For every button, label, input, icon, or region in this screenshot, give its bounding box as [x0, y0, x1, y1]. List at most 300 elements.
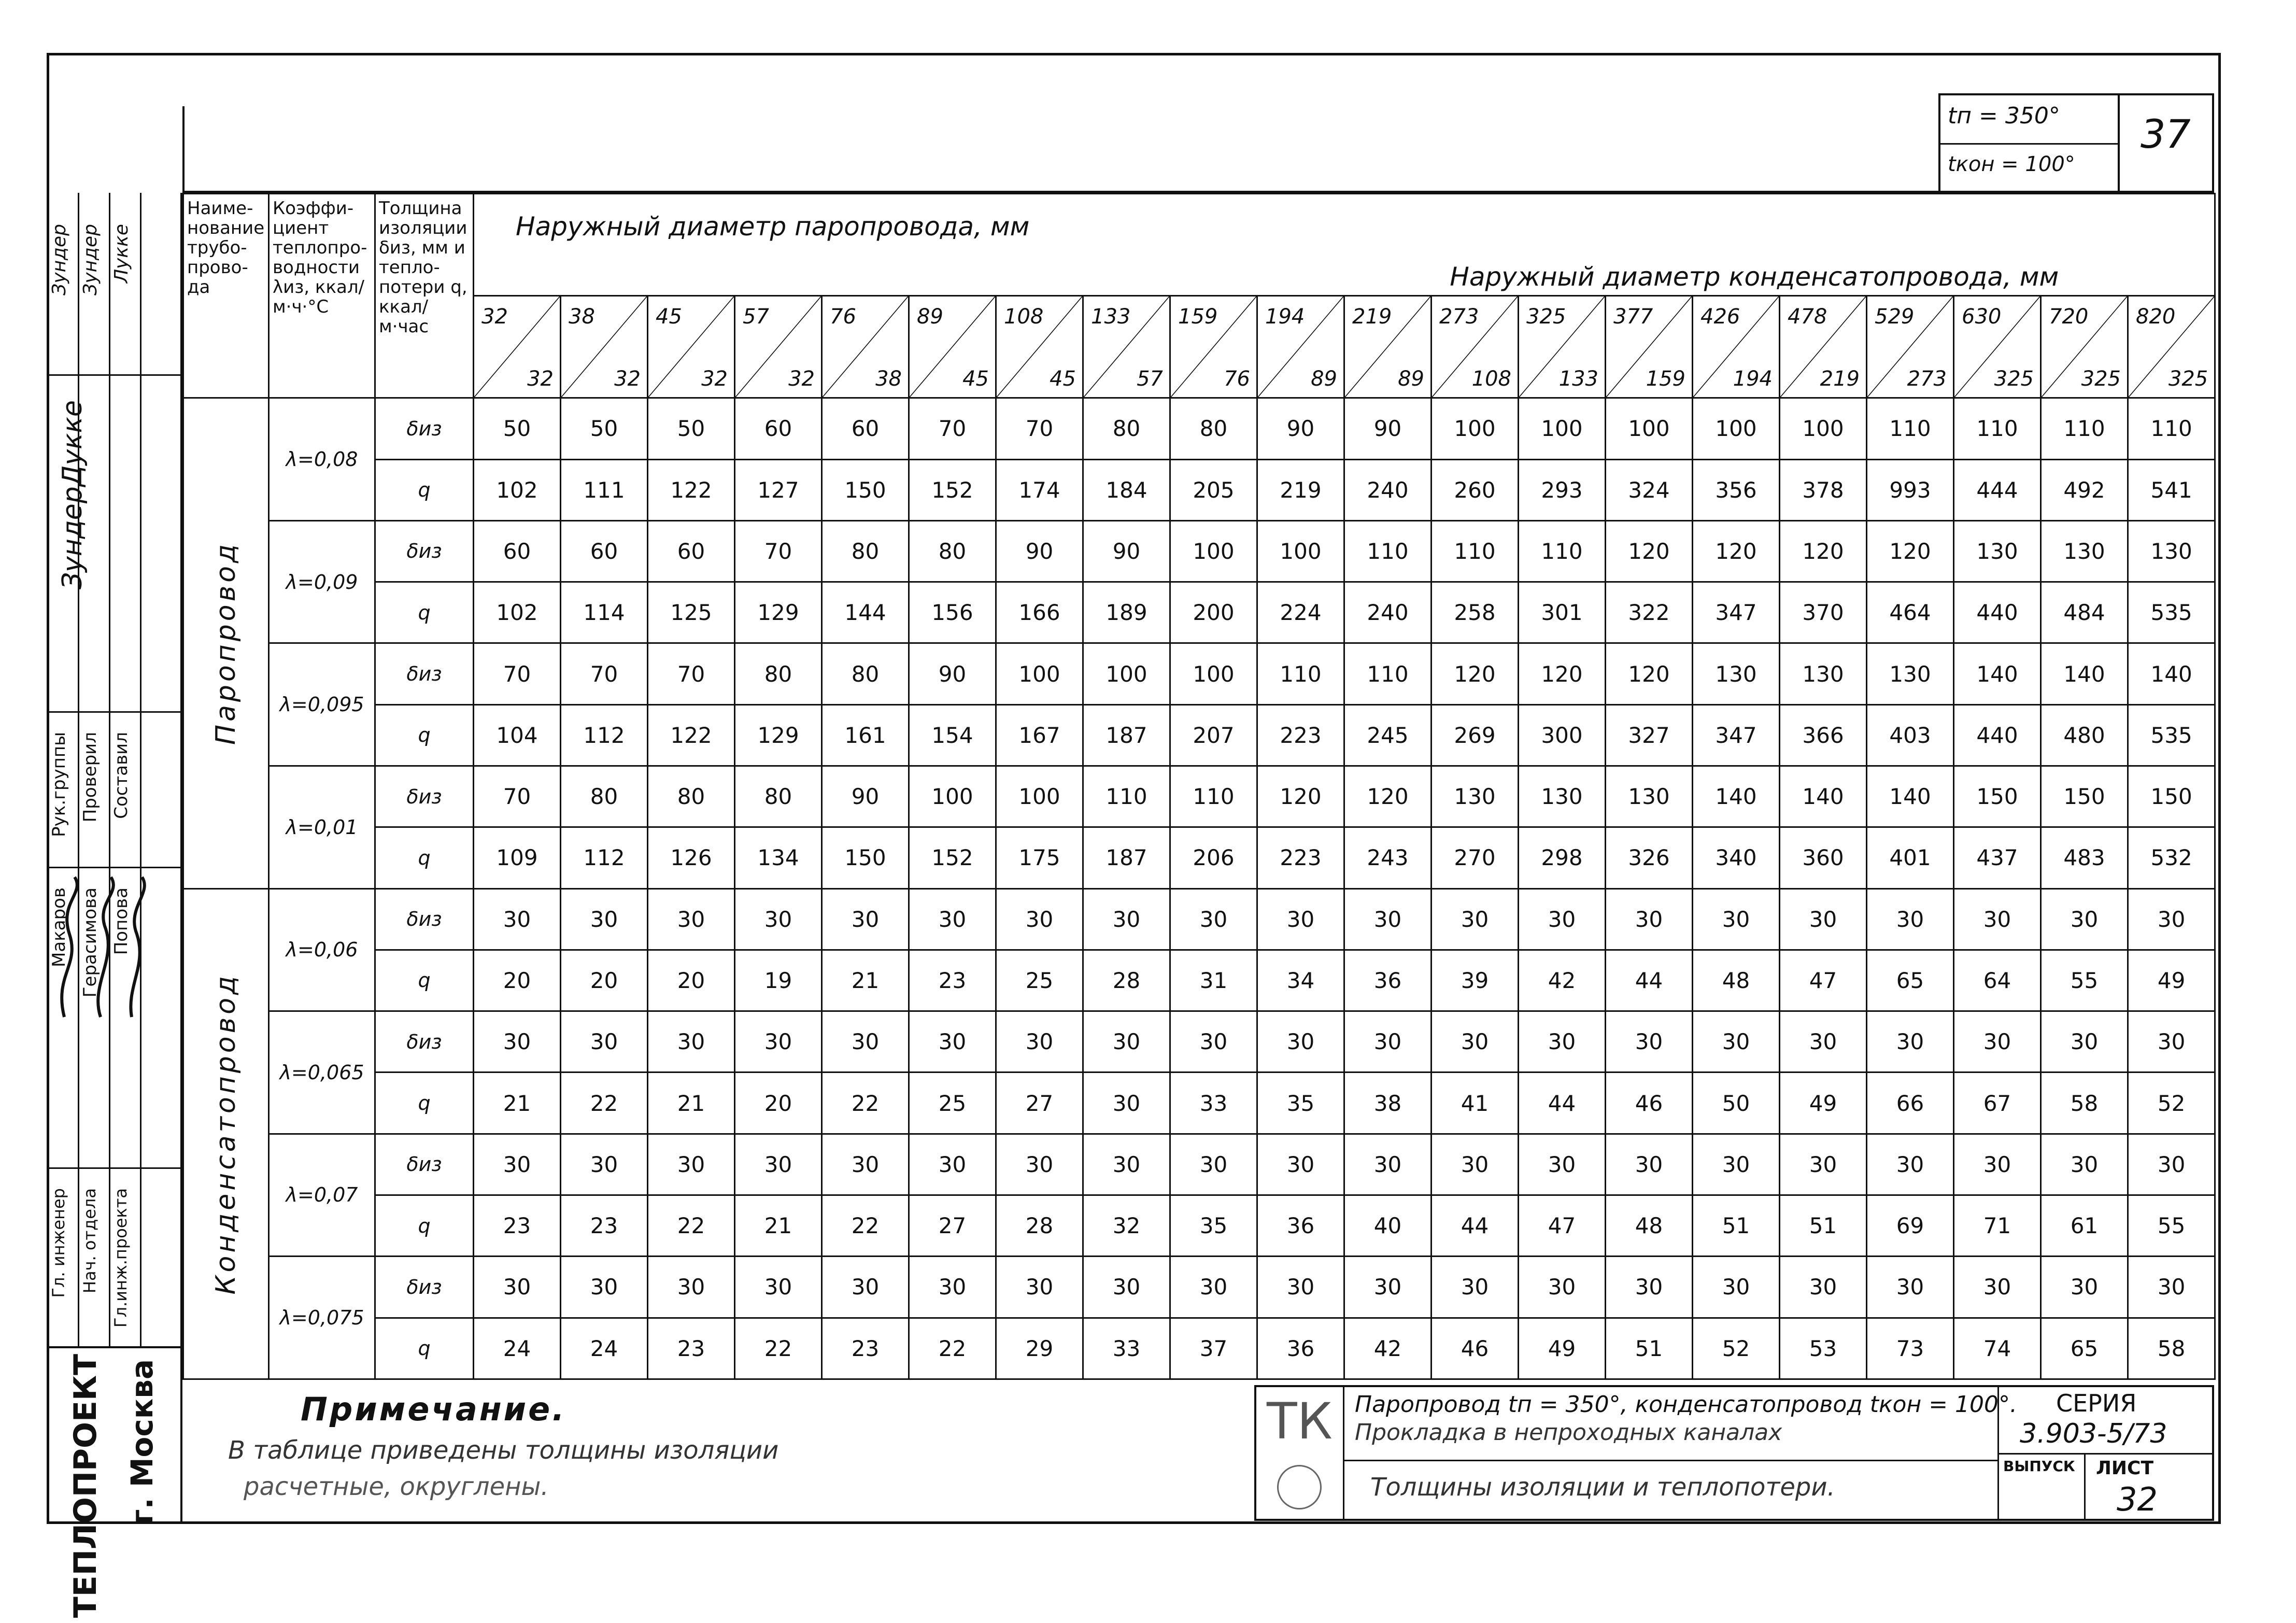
- heat-loss-value: 73: [1867, 1318, 1954, 1379]
- steam-diameter: 529: [1875, 305, 1915, 329]
- thickness-value: 30: [1432, 888, 1519, 950]
- heat-loss-value: 36: [1257, 1195, 1344, 1256]
- heat-loss-value: 243: [1344, 827, 1432, 888]
- steam-diameter: 45: [656, 305, 682, 329]
- heat-loss-value: 324: [1606, 459, 1693, 520]
- diameter-cell: [1519, 296, 1606, 398]
- thickness-value: 140: [1693, 766, 1780, 827]
- heat-loss-value: 49: [1519, 1318, 1606, 1379]
- thickness-value: 30: [1780, 1134, 1867, 1195]
- condensate-diameter: 45: [1050, 367, 1076, 391]
- thickness-value: 30: [1083, 1134, 1170, 1195]
- steam-diameter: 273: [1439, 305, 1479, 329]
- thickness-value: 100: [1083, 643, 1170, 704]
- heat-loss-value: 189: [1083, 582, 1170, 643]
- thickness-value: 110: [1344, 643, 1432, 704]
- thickness-value: 30: [1780, 888, 1867, 950]
- steam-diameter: 159: [1178, 305, 1218, 329]
- issue-cell: [1997, 1455, 2086, 1519]
- thickness-value: 30: [2128, 888, 2215, 950]
- heat-loss-value: 150: [822, 827, 909, 888]
- thickness-value: 30: [996, 888, 1083, 950]
- heat-loss-value: 42: [1344, 1318, 1432, 1379]
- heat-loss-value: 240: [1344, 459, 1432, 520]
- thickness-value: 30: [561, 1134, 648, 1195]
- thickness-value: 130: [1606, 766, 1693, 827]
- thickness-value: 60: [735, 398, 822, 459]
- table-row: [183, 1134, 2215, 1195]
- heat-loss-value: 22: [735, 1318, 822, 1379]
- heat-loss-value: 401: [1867, 827, 1954, 888]
- thickness-value: 140: [1867, 766, 1954, 827]
- thickness-value: 30: [909, 1011, 996, 1072]
- thickness-value: 30: [1170, 888, 1257, 950]
- thickness-value: 30: [1693, 1134, 1780, 1195]
- heat-loss-value: 24: [474, 1318, 561, 1379]
- table-row: [183, 520, 2215, 582]
- table-row: [183, 1257, 2215, 1318]
- heat-loss-value: 327: [1606, 704, 1693, 766]
- coefficient-cell: λ=0,07: [269, 1134, 375, 1257]
- title-line-3: Толщины изоляции и теплопотери.: [1370, 1473, 1835, 1502]
- thickness-value: 130: [2128, 520, 2215, 582]
- heat-loss-value: 112: [561, 827, 648, 888]
- thickness-value: 30: [648, 1011, 735, 1072]
- thickness-value: 70: [735, 520, 822, 582]
- heat-loss-label: q: [375, 1072, 474, 1134]
- thickness-value: 30: [1606, 1257, 1693, 1318]
- thickness-value: 60: [822, 398, 909, 459]
- thickness-value: 30: [474, 888, 561, 950]
- thickness-value: 80: [648, 766, 735, 827]
- heat-loss-value: 66: [1867, 1072, 1954, 1134]
- heat-loss-value: 19: [735, 950, 822, 1011]
- thickness-value: 30: [2128, 1011, 2215, 1072]
- heat-loss-label: q: [375, 459, 474, 520]
- heat-loss-value: 41: [1432, 1072, 1519, 1134]
- stamp-signature-a: ЗундерДукке: [57, 400, 88, 590]
- heat-loss-value: 301: [1519, 582, 1606, 643]
- heat-loss-value: 29: [996, 1318, 1083, 1379]
- heat-loss-value: 156: [909, 582, 996, 643]
- table-row: [183, 582, 2215, 643]
- heat-loss-value: 269: [1432, 704, 1519, 766]
- logo-emblem-icon: [1277, 1465, 1322, 1509]
- heat-loss-value: 223: [1257, 827, 1344, 888]
- coefficient-cell: λ=0,075: [269, 1257, 375, 1379]
- thickness-value: 30: [1606, 1011, 1693, 1072]
- thickness-value: 30: [474, 1011, 561, 1072]
- heat-loss-value: 492: [2041, 459, 2128, 520]
- thickness-value: 30: [1344, 888, 1432, 950]
- steam-diameter: 820: [2136, 305, 2176, 329]
- thickness-value: 50: [474, 398, 561, 459]
- heat-loss-value: 258: [1432, 582, 1519, 643]
- diameter-row: [183, 296, 2215, 398]
- heat-loss-value: 55: [2041, 950, 2128, 1011]
- heat-loss-value: 166: [996, 582, 1083, 643]
- heat-loss-value: 125: [648, 582, 735, 643]
- heat-loss-value: 102: [474, 459, 561, 520]
- heat-loss-label: q: [375, 1195, 474, 1256]
- table-row: [183, 766, 2215, 827]
- heat-loss-value: 51: [1693, 1195, 1780, 1256]
- thickness-value: 120: [1432, 643, 1519, 704]
- diameter-cell: [1867, 296, 1954, 398]
- thickness-value: 100: [1170, 520, 1257, 582]
- thickness-value: 30: [1780, 1257, 1867, 1318]
- thickness-value: 70: [561, 643, 648, 704]
- thickness-value: 130: [1954, 520, 2041, 582]
- heat-loss-value: 21: [735, 1195, 822, 1256]
- heat-loss-value: 42: [1519, 950, 1606, 1011]
- stamp-role-d1: Гл. инженер: [49, 1188, 68, 1298]
- thickness-label: δиз: [375, 1134, 474, 1195]
- thickness-value: 30: [996, 1257, 1083, 1318]
- heat-loss-value: 23: [822, 1318, 909, 1379]
- steam-diameter: 478: [1788, 305, 1827, 329]
- thickness-value: 30: [1257, 1134, 1344, 1195]
- heat-loss-value: 22: [648, 1195, 735, 1256]
- thickness-value: 150: [1954, 766, 2041, 827]
- coefficient-cell: λ=0,01: [269, 766, 375, 888]
- heat-loss-value: 134: [735, 827, 822, 888]
- thickness-value: 30: [474, 1257, 561, 1318]
- heat-loss-value: 378: [1780, 459, 1867, 520]
- thickness-value: 150: [2128, 766, 2215, 827]
- heat-loss-value: 370: [1780, 582, 1867, 643]
- thickness-value: 30: [648, 888, 735, 950]
- heat-loss-value: 200: [1170, 582, 1257, 643]
- title-block: [1254, 1385, 2214, 1521]
- heat-loss-value: 21: [648, 1072, 735, 1134]
- thickness-value: 110: [1954, 398, 2041, 459]
- coefficient-cell: λ=0,065: [269, 1011, 375, 1134]
- heat-loss-value: 152: [909, 459, 996, 520]
- heat-loss-value: 22: [822, 1195, 909, 1256]
- diameter-cell: [648, 296, 735, 398]
- heat-loss-value: 23: [648, 1318, 735, 1379]
- thickness-value: 120: [1693, 520, 1780, 582]
- heat-loss-value: 51: [1780, 1195, 1867, 1256]
- heat-loss-value: 48: [1606, 1195, 1693, 1256]
- diameter-cell: [1954, 296, 2041, 398]
- heat-loss-value: 223: [1257, 704, 1344, 766]
- stamp-name-a1: Зундер: [49, 224, 70, 295]
- heat-loss-value: 47: [1519, 1195, 1606, 1256]
- heat-loss-value: 260: [1432, 459, 1519, 520]
- stamp-name-c1: Макаров: [49, 887, 69, 967]
- stamp-org: ТЕПЛОПРОЕКТ: [67, 1354, 104, 1618]
- heat-loss-value: 40: [1344, 1195, 1432, 1256]
- heat-loss-label: q: [375, 827, 474, 888]
- table-row: [183, 1072, 2215, 1134]
- corner-number: 37: [2141, 111, 2191, 157]
- steam-diameter: 426: [1700, 305, 1740, 329]
- thickness-value: 100: [996, 766, 1083, 827]
- heat-loss-value: 122: [648, 459, 735, 520]
- thickness-value: 100: [1170, 643, 1257, 704]
- thickness-value: 90: [996, 520, 1083, 582]
- heat-loss-value: 44: [1432, 1195, 1519, 1256]
- thickness-value: 30: [1257, 1011, 1344, 1072]
- thickness-value: 30: [1432, 1134, 1519, 1195]
- heat-loss-value: 33: [1083, 1318, 1170, 1379]
- heat-loss-value: 74: [1954, 1318, 2041, 1379]
- thickness-value: 30: [561, 888, 648, 950]
- heat-loss-value: 34: [1257, 950, 1344, 1011]
- thickness-value: 110: [1867, 398, 1954, 459]
- header-row-1: [183, 194, 2215, 259]
- heat-loss-value: 114: [561, 582, 648, 643]
- thickness-value: 60: [561, 520, 648, 582]
- thickness-value: 30: [1606, 1134, 1693, 1195]
- title-line-2: Прокладка в непроходных каналах: [1355, 1419, 1782, 1446]
- thickness-value: 30: [822, 1134, 909, 1195]
- steam-diameter: 219: [1352, 305, 1392, 329]
- steam-diameter: 377: [1613, 305, 1653, 329]
- heat-loss-value: 152: [909, 827, 996, 888]
- series-value: 3.903-5/73: [2020, 1418, 2167, 1449]
- heat-loss-value: 483: [2041, 827, 2128, 888]
- condensate-diameter: 325: [1994, 367, 2034, 391]
- heat-loss-value: 440: [1954, 704, 2041, 766]
- heat-loss-value: 20: [474, 950, 561, 1011]
- thickness-value: 80: [735, 643, 822, 704]
- thickness-value: 30: [1867, 888, 1954, 950]
- thickness-value: 30: [1257, 1257, 1344, 1318]
- steam-diameter: 57: [743, 305, 769, 329]
- heat-loss-label: q: [375, 1318, 474, 1379]
- heat-loss-value: 22: [822, 1072, 909, 1134]
- thickness-value: 90: [909, 643, 996, 704]
- thickness-value: 100: [1606, 398, 1693, 459]
- thickness-value: 50: [648, 398, 735, 459]
- pipe-group-name: [183, 398, 269, 888]
- thickness-value: 30: [996, 1134, 1083, 1195]
- thickness-value: 120: [1257, 766, 1344, 827]
- thickness-value: 30: [648, 1257, 735, 1318]
- heat-loss-value: 300: [1519, 704, 1606, 766]
- heat-loss-value: 356: [1693, 459, 1780, 520]
- heat-loss-value: 347: [1693, 582, 1780, 643]
- heat-loss-value: 49: [2128, 950, 2215, 1011]
- temp-condensate: tкон = 100°: [1948, 152, 2075, 176]
- thickness-value: 100: [1693, 398, 1780, 459]
- condensate-diameter: 32: [788, 367, 815, 391]
- thickness-value: 110: [2041, 398, 2128, 459]
- thickness-value: 30: [996, 1011, 1083, 1072]
- diameter-cell: [1170, 296, 1257, 398]
- note-line-1: В таблице приведены толщины изоляции: [228, 1436, 779, 1465]
- thickness-value: 30: [1257, 888, 1344, 950]
- thickness-value: 100: [996, 643, 1083, 704]
- heat-loss-value: 326: [1606, 827, 1693, 888]
- heat-loss-value: 47: [1780, 950, 1867, 1011]
- heat-loss-value: 129: [735, 704, 822, 766]
- diameter-cell: [996, 296, 1083, 398]
- thickness-value: 70: [996, 398, 1083, 459]
- heat-loss-value: 28: [1083, 950, 1170, 1011]
- table-row: [183, 827, 2215, 888]
- thickness-value: 130: [1519, 766, 1606, 827]
- thickness-value: 30: [2128, 1134, 2215, 1195]
- condensate-diameter: 89: [1311, 367, 1337, 391]
- heat-loss-value: 174: [996, 459, 1083, 520]
- steam-diameter: 630: [1962, 305, 2002, 329]
- steam-diameter: 89: [917, 305, 943, 329]
- heat-loss-value: 122: [648, 704, 735, 766]
- thickness-value: 110: [1170, 766, 1257, 827]
- steam-diameter: 108: [1004, 305, 1044, 329]
- steam-diameter: 720: [2049, 305, 2089, 329]
- heat-loss-value: 21: [474, 1072, 561, 1134]
- condensate-diameter: 76: [1224, 367, 1250, 391]
- heat-loss-value: 440: [1954, 582, 2041, 643]
- note-title: Примечание.: [301, 1390, 566, 1428]
- temp-steam: tп = 350°: [1948, 103, 2060, 129]
- heat-loss-value: 111: [561, 459, 648, 520]
- heat-loss-value: 52: [2128, 1072, 2215, 1134]
- header-condensate-diameter: [474, 258, 2215, 296]
- heat-loss-value: 127: [735, 459, 822, 520]
- thickness-value: 30: [1170, 1011, 1257, 1072]
- heat-loss-value: 144: [822, 582, 909, 643]
- header-row-2: [183, 258, 2215, 296]
- thickness-value: 30: [822, 1257, 909, 1318]
- thickness-value: 80: [561, 766, 648, 827]
- diameter-cell: [1257, 296, 1344, 398]
- diameter-cell: [561, 296, 648, 398]
- thickness-value: 30: [1606, 888, 1693, 950]
- heat-loss-value: 293: [1519, 459, 1606, 520]
- thickness-label: δиз: [375, 520, 474, 582]
- table-row: [183, 643, 2215, 704]
- heat-loss-value: 993: [1867, 459, 1954, 520]
- heat-loss-label: q: [375, 582, 474, 643]
- heat-loss-value: 154: [909, 704, 996, 766]
- heat-loss-value: 39: [1432, 950, 1519, 1011]
- heat-loss-value: 48: [1693, 950, 1780, 1011]
- thickness-value: 120: [1867, 520, 1954, 582]
- condensate-diameter-label: Наружный диаметр конденсатопровода, мм: [1450, 261, 2059, 292]
- table-row: [183, 704, 2215, 766]
- corner-number-box: [2120, 93, 2214, 193]
- heat-loss-value: 53: [1780, 1318, 1867, 1379]
- heat-loss-value: 541: [2128, 459, 2215, 520]
- thickness-label: δиз: [375, 398, 474, 459]
- stamp-role-d2: Нач. отдела: [80, 1188, 100, 1294]
- table-row: [183, 459, 2215, 520]
- thickness-value: 30: [909, 1134, 996, 1195]
- stamp-name-c2: Герасимова: [80, 887, 101, 998]
- thickness-value: 30: [1083, 888, 1170, 950]
- heat-loss-value: 65: [2041, 1318, 2128, 1379]
- condensate-diameter: 159: [1646, 367, 1685, 391]
- title-line-1: Паропровод tп = 350°, конденсатопровод tкон = 100°.: [1355, 1391, 2018, 1418]
- thickness-value: 100: [1257, 520, 1344, 582]
- thickness-value: 30: [1867, 1257, 1954, 1318]
- thickness-value: 80: [1083, 398, 1170, 459]
- heat-loss-value: 532: [2128, 827, 2215, 888]
- stamp-role-d3: Гл.инж.проекта: [111, 1188, 131, 1328]
- thickness-value: 30: [2041, 1011, 2128, 1072]
- heat-loss-value: 28: [996, 1195, 1083, 1256]
- stamp-signatures-d: [49, 872, 173, 1027]
- condensate-diameter: 325: [2168, 367, 2208, 391]
- heat-loss-label: q: [375, 704, 474, 766]
- heat-loss-value: 25: [909, 1072, 996, 1134]
- heat-loss-value: 58: [2128, 1318, 2215, 1379]
- heat-loss-value: 46: [1432, 1318, 1519, 1379]
- steam-diameter-label: Наружный диаметр паропровода, мм: [516, 211, 1030, 242]
- heat-loss-value: 535: [2128, 582, 2215, 643]
- heat-loss-value: 224: [1257, 582, 1344, 643]
- thickness-value: 30: [735, 888, 822, 950]
- thickness-value: 50: [561, 398, 648, 459]
- thickness-value: 30: [1519, 1257, 1606, 1318]
- thickness-value: 140: [2128, 643, 2215, 704]
- thickness-value: 90: [1257, 398, 1344, 459]
- thickness-value: 80: [1170, 398, 1257, 459]
- heat-loss-value: 340: [1693, 827, 1780, 888]
- diameter-cell: [2041, 296, 2128, 398]
- thickness-value: 110: [1432, 520, 1519, 582]
- thickness-value: 90: [1083, 520, 1170, 582]
- thickness-value: 120: [1344, 766, 1432, 827]
- thickness-value: 30: [474, 1134, 561, 1195]
- thickness-value: 90: [1344, 398, 1432, 459]
- thickness-value: 30: [2041, 1134, 2128, 1195]
- thickness-value: 30: [1344, 1257, 1432, 1318]
- heat-loss-value: 58: [2041, 1072, 2128, 1134]
- heat-loss-value: 104: [474, 704, 561, 766]
- header-thickness: Толщина изоляции δиз, мм и тепло-потери q, ккал/м·час: [375, 194, 474, 398]
- top-strip: [182, 106, 2214, 193]
- thickness-value: 30: [822, 888, 909, 950]
- heat-loss-value: 444: [1954, 459, 2041, 520]
- thickness-value: 30: [1344, 1011, 1432, 1072]
- thickness-value: 30: [1432, 1257, 1519, 1318]
- side-stamp: [47, 193, 182, 1618]
- thickness-value: 80: [822, 520, 909, 582]
- thickness-value: 110: [2128, 398, 2215, 459]
- thickness-value: 70: [474, 766, 561, 827]
- temperature-box: [1938, 93, 2120, 193]
- thickness-label: δиз: [375, 1257, 474, 1318]
- stamp-role-b2: Проверил: [80, 732, 101, 823]
- steam-diameter: 133: [1091, 305, 1131, 329]
- thickness-value: 140: [1780, 766, 1867, 827]
- thickness-value: 30: [909, 888, 996, 950]
- thickness-value: 100: [1780, 398, 1867, 459]
- heat-loss-value: 64: [1954, 950, 2041, 1011]
- thickness-value: 30: [561, 1257, 648, 1318]
- diameter-cell: [1083, 296, 1170, 398]
- heat-loss-value: 219: [1257, 459, 1344, 520]
- heat-loss-value: 50: [1693, 1072, 1780, 1134]
- thickness-label: δиз: [375, 766, 474, 827]
- heat-loss-value: 207: [1170, 704, 1257, 766]
- heat-loss-value: 51: [1606, 1318, 1693, 1379]
- diameter-cell: [1606, 296, 1693, 398]
- thickness-value: 110: [1344, 520, 1432, 582]
- series-cell: [1997, 1387, 2212, 1455]
- thickness-value: 30: [1867, 1011, 1954, 1072]
- note-block: [228, 1384, 1057, 1514]
- heat-loss-value: 206: [1170, 827, 1257, 888]
- thickness-value: 150: [2041, 766, 2128, 827]
